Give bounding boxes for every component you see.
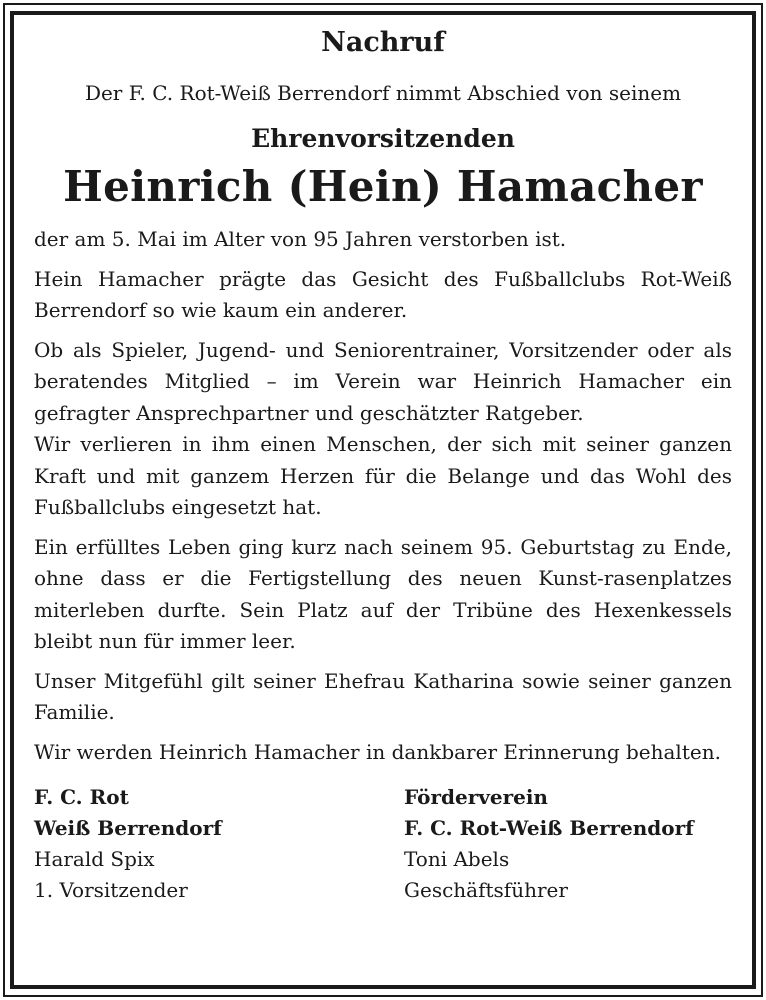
- paragraph-legacy: Hein Hamacher prägte das Gesicht des Fußballclubs Rot-Weiß Berrendorf so wie kaum ein anderer.: [34, 266, 732, 322]
- paragraph-remembrance: Wir werden Heinrich Hamacher in dankbarer Erinnerung behalten.: [34, 739, 721, 764]
- paragraph-life: Ein erfülltes Leben ging kurz nach seinem 95. Geburtstag zu Ende, ohne dass er die Fertigstellung des neuen Kunst-rasenplatzes miterleben durfte. Sein Platz auf der Tribüne des Hexenkessels bleibt nun für immer leer.: [34, 534, 732, 653]
- signature-block: [34, 782, 732, 906]
- signer-position-left: 1. Vorsitzender: [34, 878, 188, 902]
- deceased-name: Heinrich (Hein) Hamacher: [63, 162, 703, 211]
- club-name-line2: Weiß Berrendorf: [34, 816, 222, 840]
- signature-right: [404, 782, 732, 906]
- honorary-role: Ehrenvorsitzenden: [251, 124, 515, 153]
- association-name-line2: F. C. Rot-Weiß Berrendorf: [404, 816, 694, 840]
- signer-name-right: Toni Abels: [404, 847, 510, 871]
- association-name-line1: Förderverein: [404, 785, 548, 809]
- signature-left: [34, 782, 404, 906]
- death-statement: der am 5. Mai im Alter von 95 Jahren verstorben ist.: [34, 227, 567, 251]
- notice-intro: Der F. C. Rot-Weiß Berrendorf nimmt Abschied von seinem: [84, 81, 682, 105]
- club-name-line1: F. C. Rot: [34, 785, 129, 809]
- signer-position-right: Geschäftsführer: [404, 878, 568, 902]
- notice-title: Nachruf: [321, 27, 445, 58]
- obituary-notice: [34, 24, 732, 906]
- paragraph-roles: Ob als Spieler, Jugend- und Seniorentrainer, Vorsitzender oder als beratendes Mitglied – im Verein war Heinrich Hamacher ein gefragter Ansprechpartner und geschätzter Ratgeber.: [34, 337, 732, 425]
- paragraph-commitment: Wir verlieren in ihm einen Menschen, der sich mit seiner ganzen Kraft und mit ganzem Herzen für die Belange und das Wohl des Fußballclubs eingesetzt hat.: [34, 432, 732, 519]
- paragraph-condolence: Unser Mitgefühl gilt seiner Ehefrau Katharina sowie seiner ganzen Familie.: [34, 668, 732, 724]
- signer-name-left: Harald Spix: [34, 847, 155, 871]
